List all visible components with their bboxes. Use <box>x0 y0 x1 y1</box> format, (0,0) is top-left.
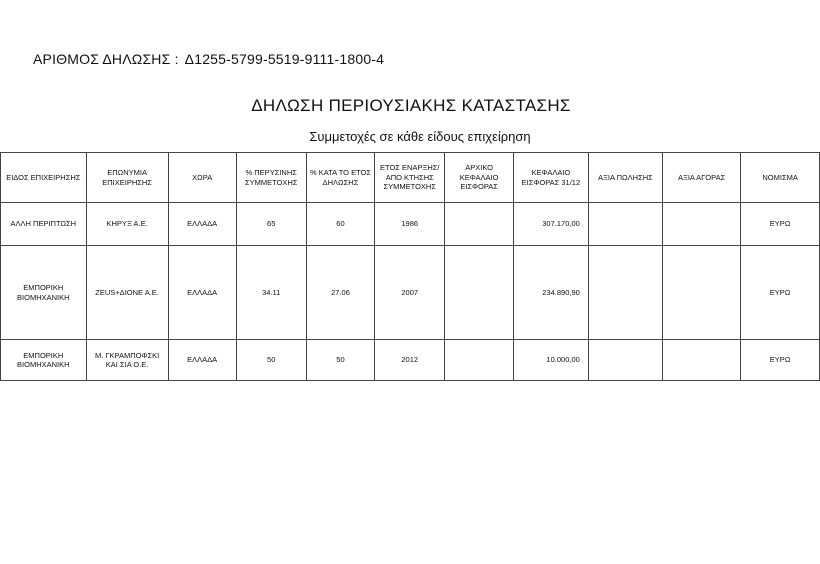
page-title <box>0 96 820 116</box>
cell-previous-percent: 50 <box>236 340 306 381</box>
header-year-percent: % ΚΑΤΑ ΤΟ ΕΤΟΣ ΔΗΛΩΣΗΣ <box>306 153 375 203</box>
cell-year-percent: 50 <box>306 340 375 381</box>
header-business-type: ΕΙΔΟΣ ΕΠΙΧΕΙΡΗΣΗΣ <box>1 153 87 203</box>
header-sale-value: ΑΞΙΑ ΠΩΛΗΣΗΣ <box>588 153 662 203</box>
header-purchase-value: ΑΞΙΑ ΑΓΟΡΑΣ <box>662 153 740 203</box>
cell-purchase-value <box>662 246 740 340</box>
cell-currency: ΕΥΡΩ <box>741 246 820 340</box>
cell-business-name: ZEUS+ΔΙΟΝΕ Α.Ε. <box>86 246 168 340</box>
declaration-number-line <box>33 51 384 67</box>
cell-capital-3112: 234.890,90 <box>514 246 589 340</box>
cell-year-percent: 27.06 <box>306 246 375 340</box>
table-row <box>1 340 820 381</box>
cell-year-percent: 60 <box>306 203 375 246</box>
cell-start-year: 2012 <box>375 340 445 381</box>
cell-business-type: ΕΜΠΟΡΙΚΗ ΒΙΟΜΗΧΑΝΙΚΗ <box>1 246 87 340</box>
table-row <box>1 246 820 340</box>
header-previous-percent: % ΠΕΡΥΣΙΝΗΣ ΣΥΜΜΕΤΟΧΗΣ <box>236 153 306 203</box>
cell-business-type: ΑΛΛΗ ΠΕΡΙΠΤΩΣΗ <box>1 203 87 246</box>
cell-purchase-value <box>662 340 740 381</box>
cell-previous-percent: 34.11 <box>236 246 306 340</box>
section-subtitle: Συμμετοχές σε κάθε είδους επιχείρηση <box>309 129 531 144</box>
cell-country: ΕΛΛΑΔΑ <box>168 340 236 381</box>
header-capital-3112: ΚΕΦΑΛΑΙΟ ΕΙΣΦΟΡΑΣ 31/12 <box>514 153 589 203</box>
cell-capital-3112: 307.170,00 <box>514 203 589 246</box>
cell-currency: ΕΥΡΩ <box>741 340 820 381</box>
cell-previous-percent: 65 <box>236 203 306 246</box>
cell-business-name: Μ. ΓΚΡΑΜΠΟΦΣΚΙ ΚΑΙ ΣΙΑ Ο.Ε. <box>86 340 168 381</box>
cell-capital-3112: 10.000,00 <box>514 340 589 381</box>
cell-start-year: 2007 <box>375 246 445 340</box>
cell-business-name: ΚΗΡΥΞ Α.Ε. <box>86 203 168 246</box>
cell-initial-capital <box>445 340 514 381</box>
cell-sale-value <box>588 246 662 340</box>
page-title-text: ΔΗΛΩΣΗ ΠΕΡΙΟΥΣΙΑΚΗΣ ΚΑΤΑΣΤΑΣΗΣ <box>251 96 571 115</box>
cell-initial-capital <box>445 203 514 246</box>
table-header-row <box>1 153 820 203</box>
cell-business-type: ΕΜΠΟΡΙΚΗ ΒΙΟΜΗΧΑΝΙΚΗ <box>1 340 87 381</box>
header-initial-capital: ΑΡΧΙΚΟ ΚΕΦΑΛΑΙΟ ΕΙΣΦΟΡΑΣ <box>445 153 514 203</box>
declaration-number-value: Δ1255-5799-5519-9111-1800-4 <box>184 51 385 67</box>
cell-purchase-value <box>662 203 740 246</box>
cell-country: ΕΛΛΑΔΑ <box>168 246 236 340</box>
declaration-number-label: ΑΡΙΘΜΟΣ ΔΗΛΩΣΗΣ : <box>33 51 179 67</box>
cell-country: ΕΛΛΑΔΑ <box>168 203 236 246</box>
cell-sale-value <box>588 203 662 246</box>
cell-sale-value <box>588 340 662 381</box>
holdings-table <box>0 152 820 381</box>
header-business-name: ΕΠΩΝΥΜΙΑ ΕΠΙΧΕΙΡΗΣΗΣ <box>86 153 168 203</box>
header-country: ΧΩΡΑ <box>168 153 236 203</box>
header-currency: ΝΟΜΙΣΜΑ <box>741 153 820 203</box>
header-start-year: ΕΤΟΣ ΕΝΑΡΞΗΣ/ΑΠΟ ΚΤΗΣΗΣ ΣΥΜΜΕΤΟΧΗΣ <box>375 153 445 203</box>
cell-currency: ΕΥΡΩ <box>741 203 820 246</box>
cell-start-year: 1986 <box>375 203 445 246</box>
cell-initial-capital <box>445 246 514 340</box>
table-row <box>1 203 820 246</box>
